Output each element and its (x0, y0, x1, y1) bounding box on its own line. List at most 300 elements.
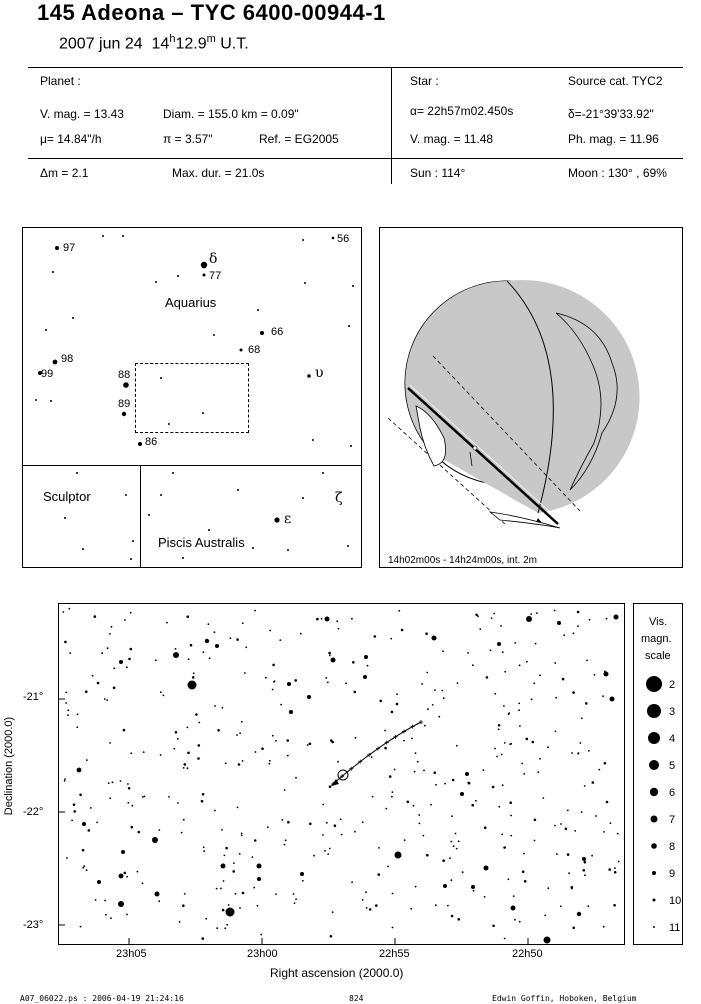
chart-star (392, 791, 394, 793)
chart-bright-star (205, 639, 209, 643)
chart-star (269, 760, 271, 762)
chart-star (588, 750, 590, 752)
chart-star (537, 771, 539, 773)
chart-star (432, 704, 434, 706)
chart-star (424, 725, 426, 727)
scale-dot (650, 788, 658, 796)
chart-star (371, 756, 373, 758)
chart-star (233, 862, 235, 864)
chart-star (427, 708, 429, 710)
chart-star (398, 610, 400, 612)
chart-star (563, 634, 565, 636)
chart-star (168, 796, 170, 798)
finder-named-star (240, 349, 243, 352)
chart-star (396, 693, 398, 695)
chart-bright-star (325, 617, 330, 622)
chart-star (184, 893, 186, 895)
chart-star (426, 672, 428, 674)
chart-star (458, 840, 460, 842)
finder-star (125, 494, 127, 496)
coastline-antarctica (490, 512, 560, 528)
chart-star (316, 618, 319, 621)
chart-star (403, 740, 405, 742)
chart-bright-star (557, 621, 561, 625)
scale-mag-label: 8 (669, 841, 676, 853)
finder-star (237, 489, 239, 491)
chart-star (108, 782, 110, 784)
chart-star (209, 657, 211, 659)
chart-star (519, 725, 521, 727)
chart-star (534, 819, 537, 822)
chart-star (66, 857, 68, 859)
chart-star (425, 632, 428, 635)
chart-star (498, 806, 500, 808)
chart-bright-star (484, 866, 489, 871)
chart-star (452, 779, 455, 782)
chart-star (126, 876, 128, 878)
chart-star (568, 872, 570, 874)
chart-star (604, 762, 607, 765)
finder-star (312, 439, 314, 441)
chart-star (608, 868, 611, 871)
star-label-68: 68 (248, 344, 261, 356)
chart-star (494, 748, 496, 750)
chart-star (567, 810, 569, 812)
chart-star (503, 705, 505, 707)
chart-star (242, 622, 244, 624)
chart-star (453, 845, 455, 847)
chart-star (197, 757, 200, 760)
scale-dot (652, 871, 656, 875)
chart-star (502, 784, 504, 786)
chart-star (239, 853, 241, 855)
chart-star (449, 857, 451, 859)
chart-star (573, 633, 575, 635)
chart-star (224, 855, 226, 857)
chart-bright-star (395, 852, 402, 859)
chart-star (184, 763, 187, 766)
finder-star (302, 239, 304, 241)
chart-star (187, 752, 190, 755)
finder-star (160, 494, 162, 496)
chart-star (130, 612, 132, 614)
chart-star (492, 925, 495, 928)
chart-bright-star (221, 864, 226, 869)
chart-star (92, 675, 94, 677)
chart-star (475, 800, 477, 802)
chart-star (235, 893, 237, 895)
chart-star (205, 918, 207, 920)
finder-star (72, 317, 74, 319)
chart-star (533, 682, 535, 684)
finder-star (257, 309, 259, 311)
chart-bright-star (226, 908, 235, 917)
chart-star (120, 780, 122, 782)
chart-star (68, 608, 70, 610)
chart-bright-star (307, 695, 311, 699)
star-label-delta: δ (209, 251, 218, 267)
chart-star (65, 692, 67, 694)
planet-diameter: Diam. = 155.0 km = 0.09" (163, 107, 299, 121)
finder-named-star (138, 442, 142, 446)
chart-star (236, 734, 238, 736)
chart-star (307, 744, 309, 746)
chart-star (187, 767, 189, 769)
chart-star (327, 682, 329, 684)
constellation-sculptor: Sculptor (43, 489, 91, 504)
chart-star (384, 747, 387, 750)
ytick-23: -23° (23, 919, 44, 931)
chart-star (192, 676, 195, 679)
chart-star (228, 904, 230, 906)
chart-star (484, 896, 486, 898)
chart-star (617, 833, 619, 835)
chart-star (531, 698, 533, 700)
chart-star (418, 814, 420, 816)
chart-bright-star (300, 872, 304, 876)
chart-star (208, 623, 210, 625)
chart-star (374, 635, 377, 638)
chart-star (606, 618, 608, 620)
chart-star (602, 695, 604, 697)
chart-star (190, 644, 193, 647)
scale-mag-label: 11 (669, 922, 681, 934)
finder-star (160, 377, 162, 379)
chart-star (322, 834, 324, 836)
chart-star (391, 796, 393, 798)
finder-star (82, 548, 84, 550)
chart-star (555, 697, 557, 699)
chart-star (326, 822, 328, 824)
chart-star (509, 801, 512, 804)
scale-dot (653, 926, 655, 928)
chart-star (64, 641, 67, 644)
finder-star (347, 545, 349, 547)
finder-star (252, 547, 254, 549)
chart-xlabel: Right ascension (2000.0) (270, 966, 404, 980)
chart-star (337, 761, 339, 763)
star-label-epsilon: ε (284, 511, 292, 527)
finder-star (122, 235, 124, 237)
scale-mag-label: 4 (669, 733, 676, 745)
chart-star (284, 789, 286, 791)
chart-bright-star (331, 658, 336, 663)
chart-star (547, 746, 549, 748)
chart-bright-star (215, 644, 219, 648)
chart-star (367, 665, 369, 667)
chart-star (214, 705, 216, 707)
chart-star (472, 664, 474, 666)
chart-star (503, 846, 506, 849)
scale-mag-label: 3 (669, 706, 676, 718)
chart-star (329, 848, 331, 850)
chart-star (202, 793, 205, 796)
chart-star (88, 829, 91, 832)
finder-named-star (55, 246, 59, 250)
chart-star (554, 610, 556, 612)
chart-star (158, 829, 160, 831)
chart-star (433, 771, 436, 774)
ytick-22: -22° (23, 806, 44, 818)
finder-named-star (203, 274, 206, 277)
chart-star (177, 738, 179, 740)
chart-star (539, 674, 541, 676)
chart-star (504, 742, 506, 744)
star-label-98: 98 (61, 353, 74, 365)
chart-star (492, 786, 495, 789)
chart-star (286, 739, 289, 742)
chart-star (458, 918, 461, 921)
scale-title-1: Vis. (649, 616, 668, 628)
chart-star (385, 808, 387, 810)
chart-star (456, 848, 458, 850)
chart-star (275, 740, 277, 742)
chart-star (585, 702, 588, 705)
chart-star (242, 760, 244, 762)
chart-star (539, 758, 541, 760)
chart-bright-star (257, 864, 262, 869)
chart-star (581, 717, 583, 719)
chart-star (257, 905, 259, 907)
chart-star (580, 742, 582, 744)
chart-star (309, 823, 312, 826)
chart-star (287, 821, 290, 824)
chart-star (526, 738, 529, 741)
chart-star (214, 810, 216, 812)
scale-mag-label: 10 (669, 895, 682, 907)
chart-star (97, 682, 100, 685)
chart-star (223, 880, 225, 882)
finder-named-star (274, 517, 279, 522)
chart-bright-star (97, 880, 101, 884)
star-label-88: 88 (118, 369, 131, 381)
chart-star (411, 738, 413, 740)
finder-star (287, 549, 289, 551)
chart-star (113, 667, 115, 669)
chart-star (572, 927, 575, 930)
chart-star (479, 628, 481, 630)
chart-star (293, 893, 295, 895)
finder-star (76, 472, 78, 474)
chart-star (484, 826, 487, 829)
chart-star (155, 659, 157, 661)
chart-star (280, 704, 282, 706)
chart-star (82, 849, 85, 852)
planet-parallax: π = 3.57" (163, 132, 213, 146)
chart-star (498, 729, 500, 731)
chart-star (183, 767, 185, 769)
finder-stars (23, 228, 361, 567)
finder-star (148, 514, 150, 516)
scale-dot (646, 676, 662, 692)
chart-star (354, 831, 356, 833)
chart-star (324, 850, 326, 852)
chart-star (594, 674, 596, 676)
finder-chart (22, 227, 362, 568)
chart-bright-star (614, 615, 619, 620)
chart-star (603, 926, 605, 928)
chart-star (109, 742, 111, 744)
chart-star (113, 687, 116, 690)
finder-star (130, 558, 132, 560)
chart-star (444, 783, 446, 785)
chart-star (160, 691, 162, 693)
xtick-23h00: 23h00 (247, 948, 278, 960)
finder-named-star (122, 412, 126, 416)
chart-bright-star (471, 885, 475, 889)
constellation-piscis-australis: Piscis Australis (158, 535, 245, 550)
chart-star (504, 671, 506, 673)
chart-star (90, 807, 92, 809)
chart-star (202, 651, 204, 653)
chart-star (216, 888, 218, 890)
chart-star (384, 730, 386, 732)
chart-star (69, 652, 71, 654)
chart-star (334, 824, 337, 827)
chart-star (415, 886, 417, 888)
chart-star (447, 905, 449, 907)
chart-star (435, 904, 437, 906)
chart-star (237, 807, 239, 809)
sun-elongation: Sun : 114° (410, 166, 466, 180)
chart-star (450, 841, 452, 843)
chart-star (394, 769, 396, 771)
chart-star (242, 892, 245, 895)
finder-star (350, 445, 352, 447)
chart-star (330, 739, 333, 742)
chart-star (254, 839, 257, 842)
chart-star (182, 904, 185, 907)
chart-star (126, 914, 128, 916)
chart-star (238, 763, 241, 766)
chart-star (220, 888, 222, 890)
constellation-aquarius: Aquarius (165, 295, 217, 310)
star-label-99: 99 (41, 368, 54, 380)
chart-star (130, 752, 132, 754)
star-heading: Star : (410, 74, 439, 88)
chart-star (378, 873, 381, 876)
info-top-rule (28, 67, 683, 68)
earth-globe (380, 228, 682, 567)
scale-mag-label: 7 (669, 814, 676, 826)
chart-star (567, 853, 570, 856)
star-chart (58, 603, 625, 945)
event-minute: 12.9 (175, 35, 207, 53)
chart-star (123, 729, 126, 732)
chart-star (267, 826, 269, 828)
chart-star (202, 937, 205, 940)
chart-star (173, 748, 175, 750)
finder-star (322, 472, 324, 474)
asteroid-track (333, 722, 421, 784)
footer-file: A07_06022.ps : 2006-04-19 21:24:16 (20, 994, 184, 1003)
chart-star (571, 888, 573, 890)
chart-star (467, 652, 469, 654)
chart-star (341, 834, 343, 836)
chart-star (332, 911, 334, 913)
planet-vmag: V. mag. = 13.43 (40, 107, 124, 121)
chart-star (216, 927, 218, 929)
planet-motion: μ= 14.84"/h (40, 132, 102, 146)
chart-star (203, 846, 205, 848)
chart-star (430, 804, 432, 806)
chart-star (618, 861, 620, 863)
xtick-23h05: 23h05 (116, 948, 147, 960)
chart-star (592, 781, 595, 784)
chart-star (71, 820, 73, 822)
chart-star (369, 908, 372, 911)
chart-star (510, 835, 512, 837)
scale-dot (651, 843, 657, 849)
star-dec: δ=-21°39'33.92" (568, 107, 654, 121)
chart-star (82, 867, 84, 869)
chart-star (380, 700, 383, 703)
chart-star (518, 703, 520, 705)
chart-star (435, 784, 437, 786)
chart-star (241, 835, 243, 837)
chart-star (321, 618, 323, 620)
scale-dot (651, 816, 658, 823)
scale-mag-label: 2 (669, 679, 676, 691)
chart-star (198, 744, 201, 747)
chart-star (328, 652, 331, 655)
chart-star (275, 893, 277, 895)
chart-star (239, 907, 241, 909)
chart-star (64, 780, 66, 782)
track-time-tick (411, 725, 415, 729)
chart-star (578, 752, 580, 754)
chart-bright-star (152, 837, 158, 843)
chart-star (490, 649, 492, 651)
chart-star (80, 926, 82, 928)
chart-star (451, 815, 453, 817)
chart-star (73, 810, 76, 813)
scale-title-2: magn. (641, 633, 672, 645)
chart-stars (59, 604, 624, 944)
chart-star (222, 707, 224, 709)
finder-star (213, 334, 215, 336)
chart-star (127, 802, 129, 804)
finder-star (348, 325, 350, 327)
chart-star (473, 890, 475, 892)
chart-star (294, 679, 297, 682)
chart-star (255, 751, 257, 753)
chart-star (126, 666, 128, 668)
chart-star (604, 671, 606, 673)
chart-star (142, 883, 144, 885)
chart-star (509, 743, 511, 745)
chart-bright-star (497, 642, 501, 646)
earth-globe-panel (379, 227, 683, 568)
chart-star (186, 615, 189, 618)
finder-star (50, 400, 52, 402)
chart-star (128, 658, 131, 661)
chart-star (534, 840, 536, 842)
chart-star (104, 900, 106, 902)
chart-star (588, 905, 590, 907)
source-catalog: Source cat. TYC2 (568, 74, 663, 88)
chart-ylabel: Declination (2000.0) (3, 716, 15, 816)
chart-star (187, 727, 189, 729)
chart-star (203, 850, 205, 852)
chart-star (214, 631, 216, 633)
chart-star (63, 611, 65, 613)
chart-star (518, 709, 520, 711)
chart-star (510, 815, 512, 817)
chart-star (614, 867, 616, 869)
chart-bright-star (610, 697, 615, 702)
finder-star (35, 399, 37, 401)
